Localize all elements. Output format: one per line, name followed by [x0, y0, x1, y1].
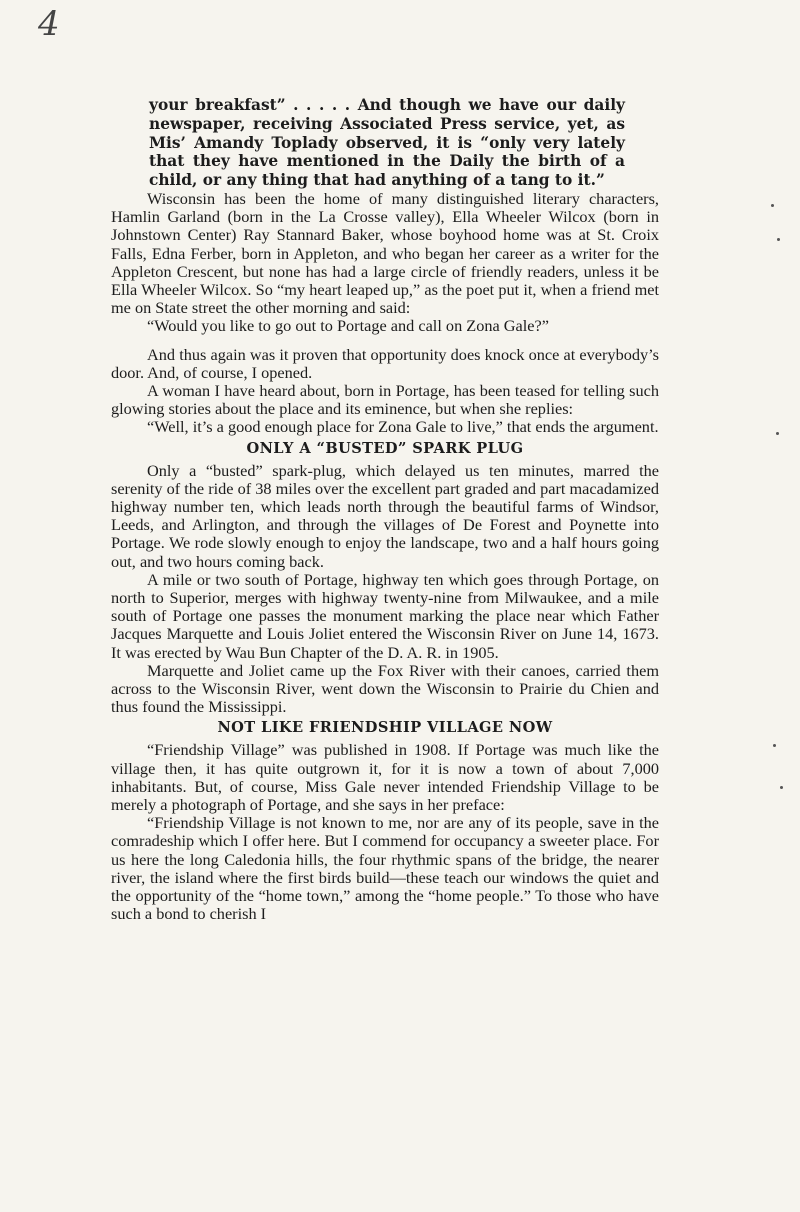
paragraph: Marquette and Joliet came up the Fox River with their canoes, carried them across to the Wisconsin River, went down the Wisconsin to Prairie du Chien and thus found the Mississippi.: [111, 660, 659, 717]
section-heading: NOT LIKE FRIENDSHIP VILLAGE NOW: [217, 719, 553, 737]
lead-paragraph: your breakfast” . . . . . And though we have our daily newspaper, receiving Associated Press service, yet, as Mis’ Amandy Toplady observed, it is “only very lately that they have mentioned in the Daily the birth of a child, or any thing that had anything of a tang to it.”: [149, 96, 625, 190]
paragraph: A woman I have heard about, born in Portage, has been teased for telling such glowing stories about the place and its eminence, but when she replies:: [111, 381, 659, 419]
paragraph: And thus again was it proven that opportunity does knock once at everybody’s door. And, of course, I opened.: [111, 344, 659, 382]
paragraph: “Well, it’s a good enough place for Zona Gale to live,” that ends the argument.: [147, 417, 659, 437]
section-heading: ONLY A “BUSTED” SPARK PLUG: [246, 439, 524, 457]
paragraph: A mile or two south of Portage, highway ten which goes through Portage, on north to Superior, merges with highway twenty-nine from Milwaukee, and a mile south of Portage one passes the monument marking the place near which Father Jacques Marquette and Louis Joliet entered the Wisconsin River on June 14, 1673. It was erected by Wau Bun Chapter of the D. A. R. in 1905.: [111, 569, 659, 662]
paragraph: “Friendship Village” was published in 1908. If Portage was much like the village then, it has quite outgrown it, for it is now a town of about 7,000 inhabitants. But, of course, Miss Gale never intended Friendship Village to be merely a photograph of Portage, and she says in her preface:: [111, 740, 659, 815]
paragraph: Wisconsin has been the home of many distinguished literary characters, Hamlin Garland (born in the La Crosse valley), Ella Wheeler Wilcox (born in Johnstown Center) Ray Stannard Baker, whose boyhood home was at St. Croix Falls, Edna Ferber, born in Appleton, and who began her career as a writer for the Appleton Crescent, but none has had a large circle of friendly readers, unless it be Ella Wheeler Wilcox. So “my heart leaped up,” as the poet put it, when a friend met me on State street the other morning and said:: [111, 188, 659, 318]
paragraph: “Friendship Village is not known to me, nor are any of its people, save in the comradeship which I offer here. But I commend for occupancy a sweeter place. For us here the long Caledonia hills, the four rhythmic spans of the bridge, the nearer river, the island where the first birds build—these teach our windows the quiet and the opportunity of the “home town,” among the “home people.” To those who have such a bond to cherish I: [111, 813, 659, 924]
paragraph: Only a “busted” spark-plug, which delayed us ten minutes, marred the serenity of the ride of 38 miles over the excellent part graded and part macadamized highway number ten, which leads north through the beautiful farms of Windsor, Leeds, and Arlington, and through the villages of De Forest and Poynette into Portage. We rode slowly enough to enjoy the landscape, two and a half hours going out, and two hours coming back.: [111, 460, 659, 571]
article-column: [111, 96, 659, 924]
paragraph: “Would you like to go out to Portage and call on Zona Gale?”: [147, 316, 549, 336]
page-number: 4: [38, 4, 60, 44]
